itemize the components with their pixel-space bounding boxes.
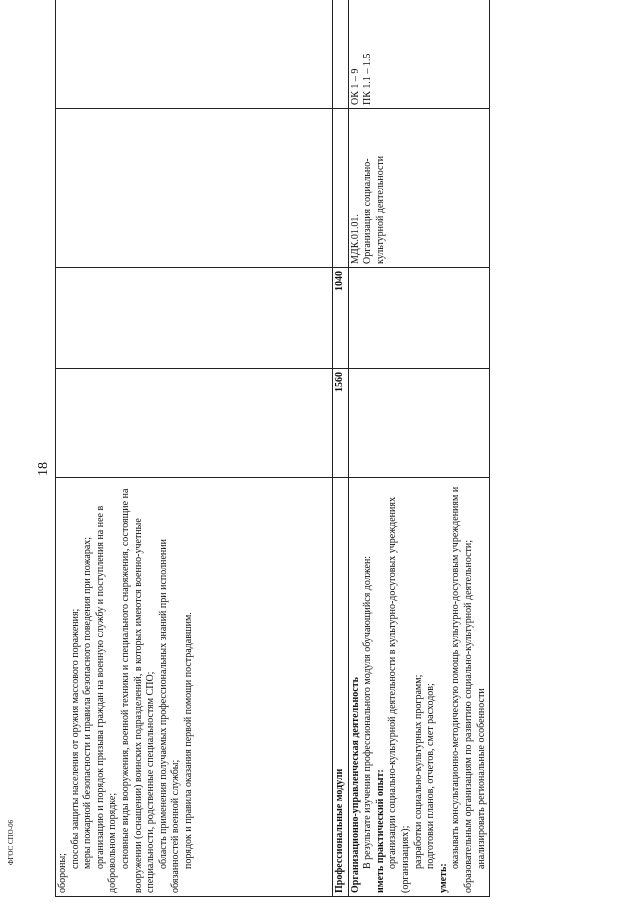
module-intro: В результате изучения профессионального модуля обучающийся должен: xyxy=(362,555,374,869)
empty-cell xyxy=(348,268,490,369)
mdk-name: Организация социально-культурной деятельности xyxy=(362,155,386,264)
requirement-item: организацию и порядок призыва граждан на военную службу и поступления на нее в добровольном порядке; xyxy=(94,505,119,893)
skills-list xyxy=(450,481,488,893)
requirement-item: меры пожарной безопасности и правила безопасного поведения при пожарах; xyxy=(82,536,94,869)
competency-descriptions xyxy=(56,478,333,897)
max-hours-cell xyxy=(56,369,333,478)
table-row xyxy=(333,0,349,897)
footer-code: ФГОС СПО-06 xyxy=(7,819,15,865)
list-item: подготовки планов, отчетов, смет расходов; xyxy=(425,683,437,869)
discipline-cell xyxy=(56,109,333,268)
competence-codes: ОК 1 – 9 ПК 1.1 – 1.5 xyxy=(348,0,490,109)
requirement-item: область применения получаемых профессиональных знаний при исполнении обязанностей военной службы; xyxy=(157,539,182,893)
list-item: разработки социально-культурных программ; xyxy=(412,674,424,869)
requirement-item: порядок и правила оказания первой помощи пострадавшим. xyxy=(182,612,194,869)
curriculum-table-rotated xyxy=(55,17,487,897)
requirement-item: обороны; xyxy=(57,853,68,893)
module-title: Организационно-управленческая деятельность xyxy=(349,677,361,893)
mdk-code: МДК.01.01. xyxy=(349,214,361,264)
list-item: организации социально-культурной деятельности в культурно-досуговых учреждениях (организациях); xyxy=(387,497,411,893)
empty-cell xyxy=(348,369,490,478)
professional-modules-label: Профессиональные модули xyxy=(333,478,349,897)
professional-modules-max-hours: 1560 xyxy=(333,369,349,478)
page-number: 18 xyxy=(36,462,51,476)
practical-list xyxy=(387,481,437,893)
mdk-cell xyxy=(348,109,490,268)
professional-modules-required-hours: 1040 xyxy=(333,268,349,369)
skills-heading: уметь: xyxy=(437,863,449,893)
practical-heading: иметь практический опыт: xyxy=(374,769,386,893)
empty-cell xyxy=(333,109,349,268)
list-item: оказывать консультационно-методическую помощь культурно-досуговым учреждениям и образовательным организациям по развитию социально-культурной деятельности; xyxy=(450,486,474,893)
requirement-item: основные виды вооружения, военной техники и специального снаряжения, состоящие на вооружении (оснащении) воинских подразделений, в которых имеются военно-учетные специальности, родственные специальностям СПО; xyxy=(119,488,157,893)
curriculum-table xyxy=(55,0,490,897)
competences-cell xyxy=(56,0,333,109)
required-hours-cell xyxy=(56,268,333,369)
list-item: анализировать региональные особенности xyxy=(475,688,487,869)
module-description xyxy=(348,478,490,897)
requirement-item: способы защиты населения от оружия массового поражения; xyxy=(69,608,81,869)
empty-cell xyxy=(333,0,349,109)
table-row xyxy=(56,0,333,897)
table-row xyxy=(348,0,490,897)
